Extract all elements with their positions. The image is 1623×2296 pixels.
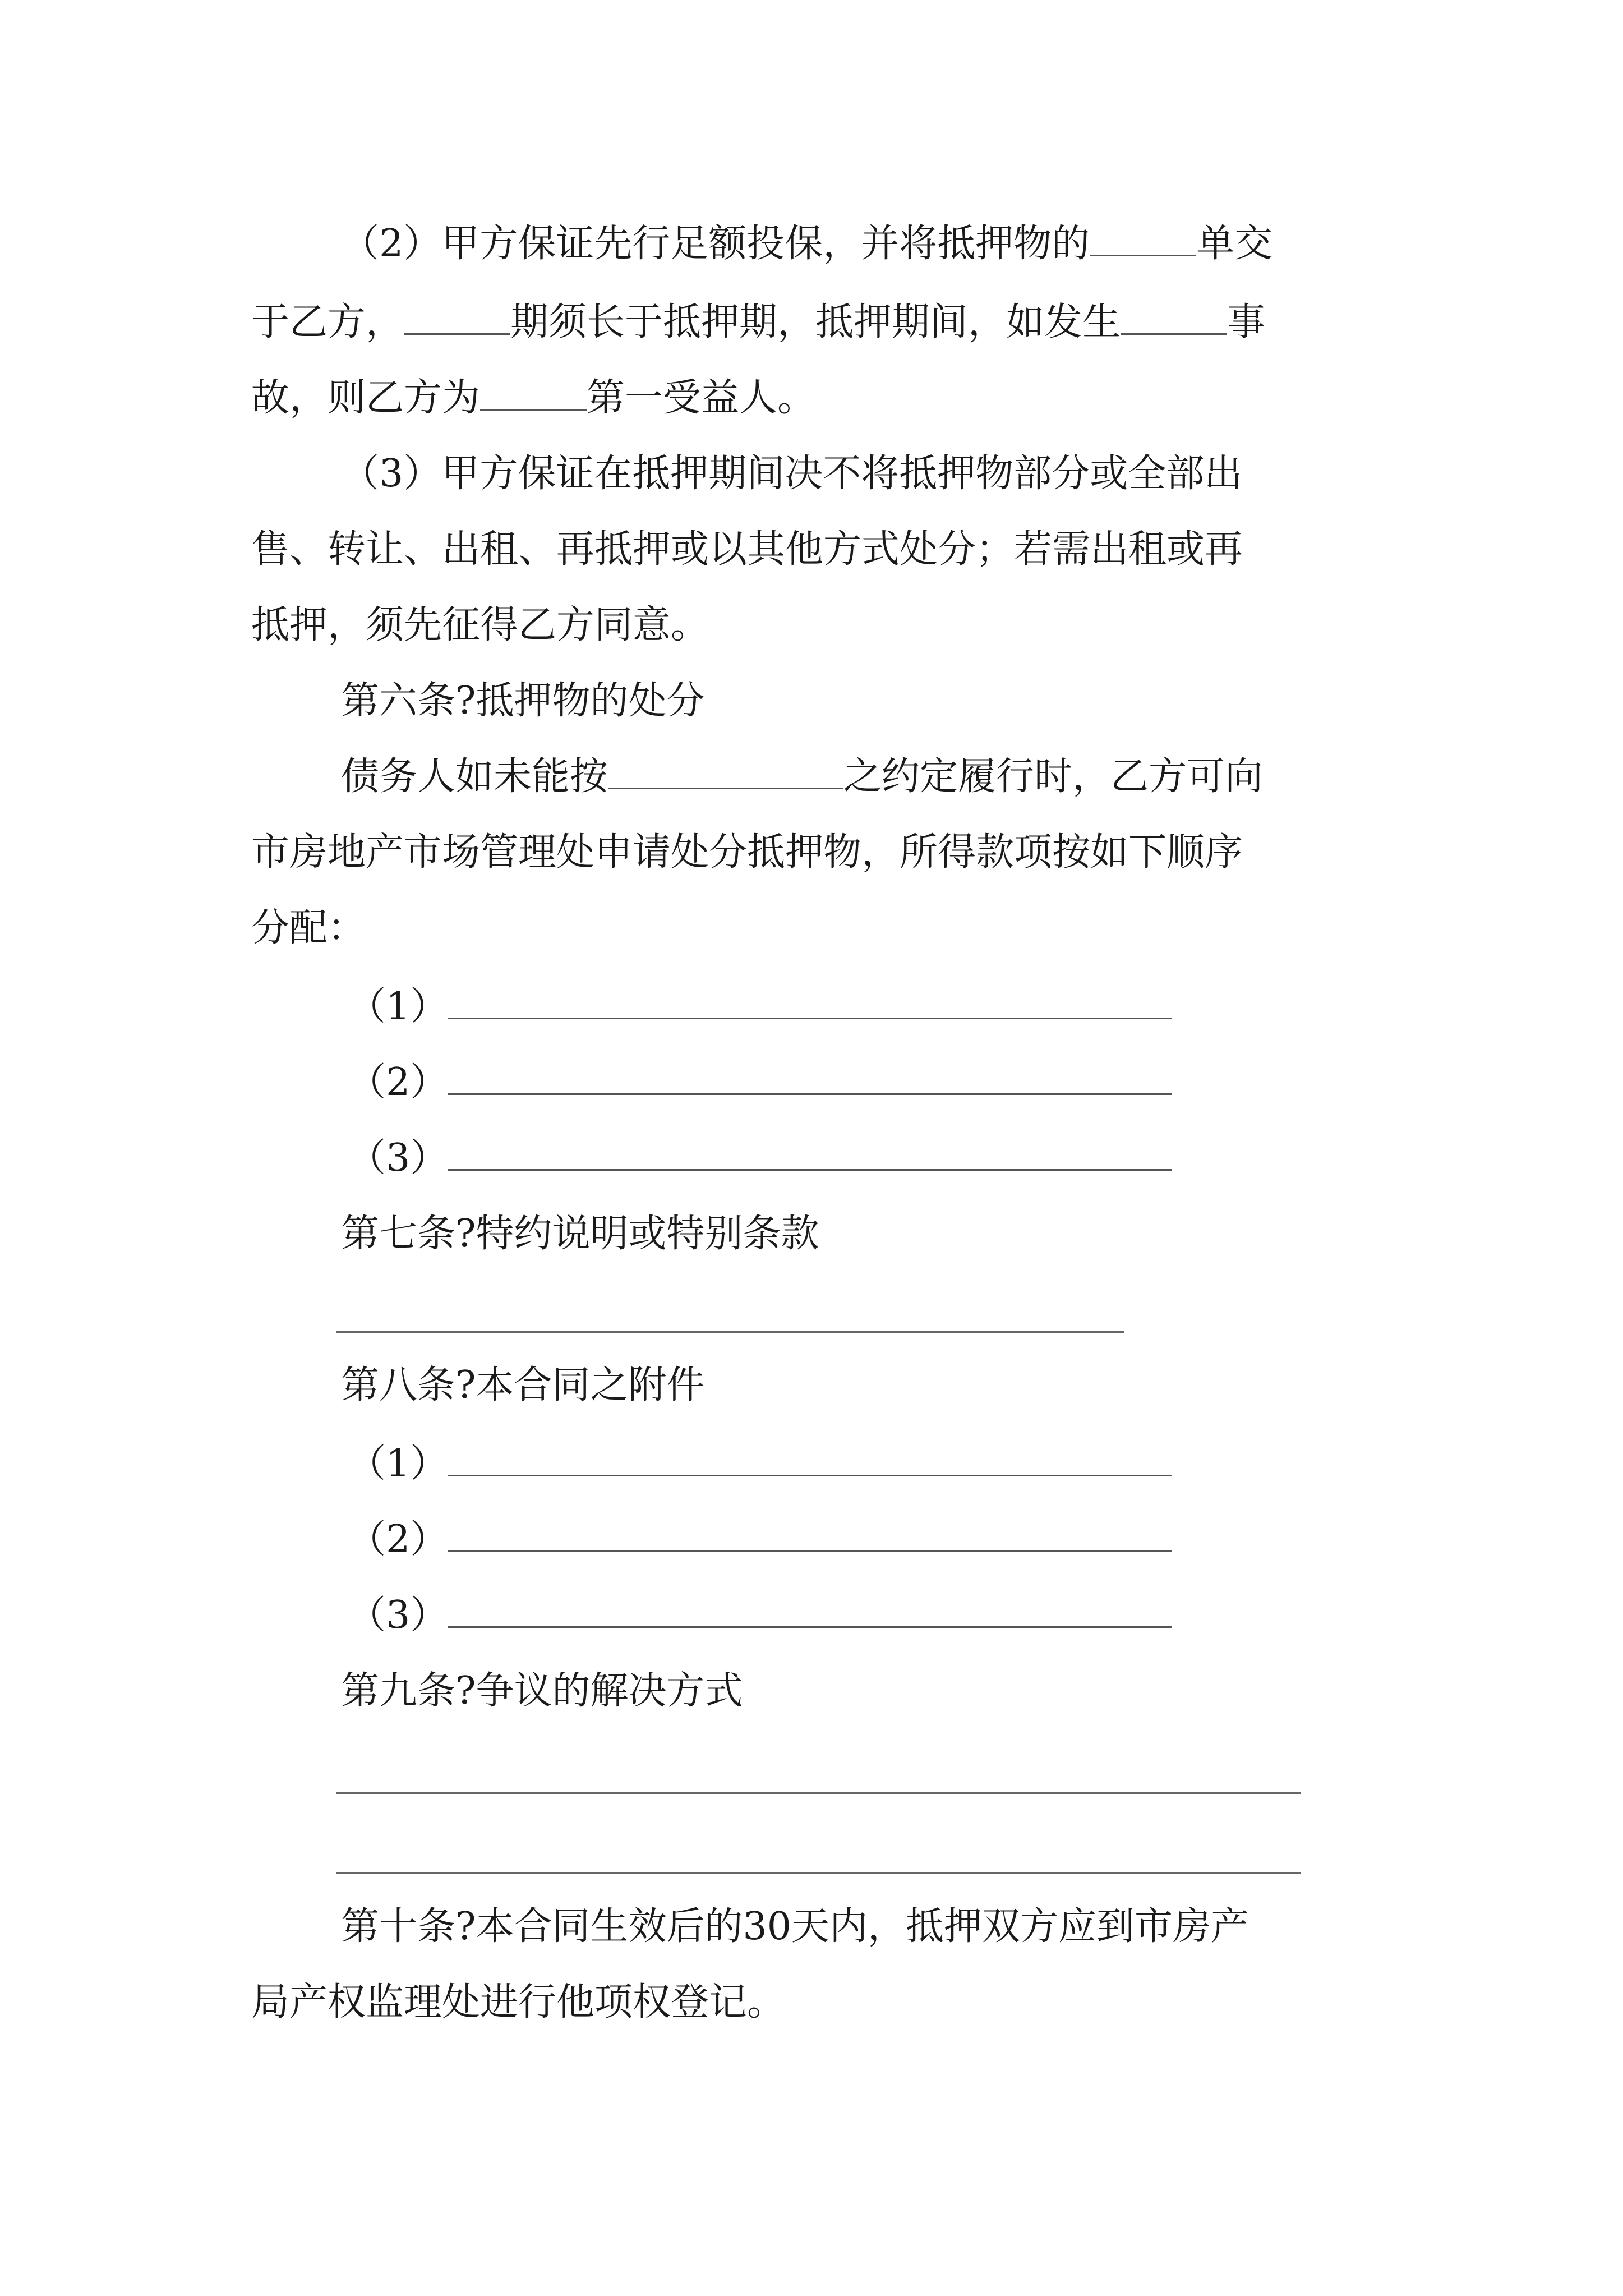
fill-blank[interactable] [448, 1440, 1172, 1476]
fill-line[interactable] [336, 1792, 1301, 1794]
item-number: （3） [348, 1593, 449, 1637]
clause5-p2-text: 于乙方， [251, 300, 404, 344]
clause6-line3: 分配： [251, 906, 366, 950]
clause6-item [348, 1130, 1623, 1186]
clause8-item [348, 1436, 1623, 1492]
clause8-heading: 第八条?本合同之附件 [341, 1363, 705, 1407]
clause8-item [348, 1588, 1623, 1644]
fill-blank[interactable] [404, 298, 510, 335]
clause5-p3-line1: （3）甲方保证在抵押期间决不将抵押物部分或全部出 [341, 452, 1243, 496]
clause10-line1: 第十条?本合同生效后的30天内，抵押双方应到市房产 [341, 1904, 1249, 1949]
fill-blank[interactable] [448, 1591, 1172, 1628]
fill-blank[interactable] [1090, 220, 1196, 256]
fill-blank[interactable] [448, 983, 1172, 1019]
clause6-text: 之约定履行时，乙方可向 [843, 754, 1264, 799]
fill-blank[interactable] [448, 1134, 1172, 1171]
clause5-p2-line1 [341, 216, 1623, 272]
clause6-heading: 第六条?抵押物的处分 [341, 679, 705, 723]
fill-blank[interactable] [448, 1516, 1172, 1552]
clause6-text: 债务人如未能按 [341, 754, 608, 799]
clause5-p2-text: 故，则乙方为 [251, 376, 481, 420]
clause5-p2-text: 第一受益人。 [587, 376, 816, 420]
clause5-p2-text: 期须长于抵押期，抵押期间，如发生 [510, 300, 1121, 344]
clause9-heading: 第九条?争议的解决方式 [341, 1669, 743, 1713]
clause5-p2-line3 [251, 370, 1623, 426]
clause7-heading: 第七条?特约说明或特别条款 [341, 1212, 819, 1256]
clause5-p2-text: 单交 [1196, 222, 1273, 266]
clause6-item [348, 979, 1623, 1035]
fill-line[interactable] [336, 1872, 1301, 1874]
clause5-p3-line3: 抵押，须先征得乙方同意。 [251, 603, 709, 647]
item-number: （2） [348, 1517, 449, 1562]
item-number: （1） [348, 984, 449, 1029]
clause5-p3-line2: 售、转让、出租、再抵押或以其他方式处分；若需出租或再 [251, 527, 1243, 572]
fill-blank[interactable] [608, 753, 843, 789]
clause8-item [348, 1512, 1623, 1568]
clause6-item [348, 1055, 1623, 1111]
item-number: （1） [348, 1442, 449, 1486]
fill-blank[interactable] [480, 374, 587, 411]
fill-line[interactable] [336, 1331, 1124, 1333]
clause5-p2-text: （2）甲方保证先行足额投保，并将抵押物的 [341, 222, 1090, 266]
fill-blank[interactable] [448, 1059, 1172, 1095]
clause5-p2-text: 事 [1227, 300, 1266, 344]
clause6-line2: 市房地产市场管理处申请处分抵押物，所得款项按如下顺序 [251, 830, 1243, 875]
clause6-line1 [341, 749, 1623, 805]
clause5-p2-line2 [251, 295, 1623, 351]
item-number: （2） [348, 1060, 449, 1105]
clause10-line2: 局产权监理处进行他项权登记。 [251, 1980, 786, 2024]
fill-blank[interactable] [1121, 298, 1227, 335]
item-number: （3） [348, 1136, 449, 1180]
